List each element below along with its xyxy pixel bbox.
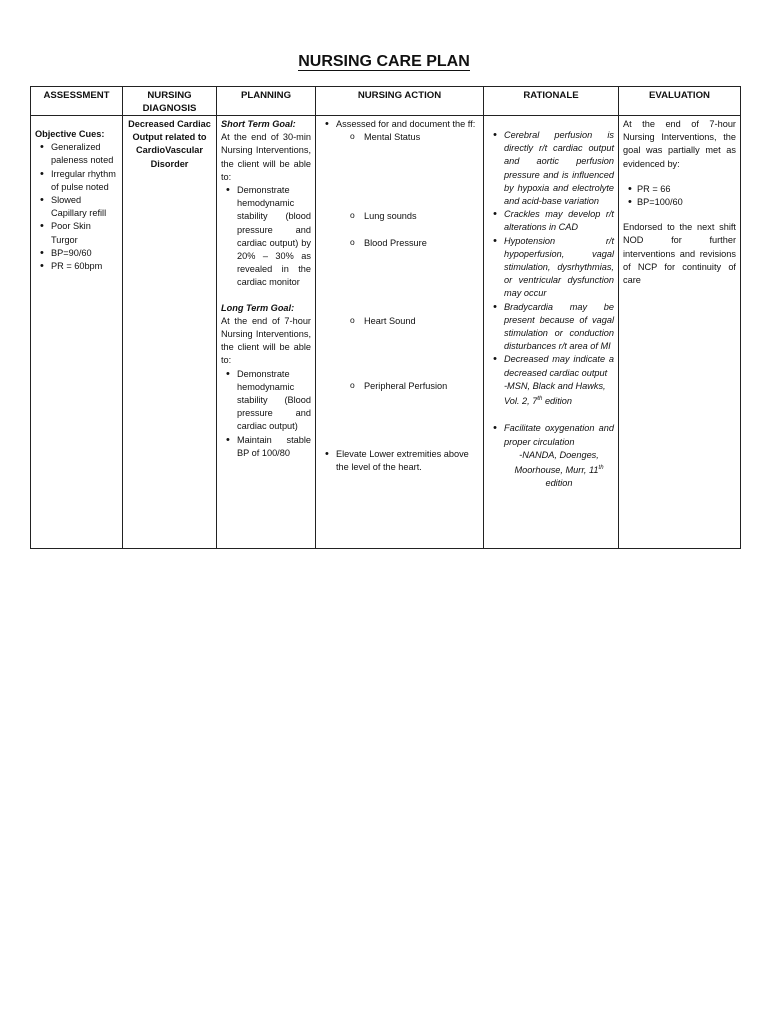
list-item: • Irregular rhythm of pulse noted bbox=[35, 168, 118, 194]
long-term-goal-text: At the end of 7-hour Nursing Interventions, the client will be able to: bbox=[221, 315, 311, 366]
cues-list bbox=[35, 141, 118, 273]
list-item: • Decreased may indicate a decreased cardiac output -MSN, Black and Hawks, Vol. 2, 7th edition bbox=[488, 353, 614, 408]
list-item: • Maintain stable BP of 100/80 bbox=[221, 434, 311, 460]
list-item: • Slowed Capillary refill bbox=[35, 194, 118, 220]
short-term-goal-text: At the end of 30-min Nursing Interventions, the client will be able to: bbox=[221, 132, 311, 182]
endorse-text: Endorsed to the next shift NOD for further interventions and revisions of NCP for continuity of care bbox=[623, 222, 736, 286]
list-item: • Poor Skin Turgor bbox=[35, 220, 118, 246]
header-rationale: RATIONALE bbox=[484, 87, 619, 116]
list-item: • BP=100/60 bbox=[623, 196, 736, 209]
list-item: • Assessed for and document the ff: bbox=[320, 118, 479, 131]
long-goals-list bbox=[221, 368, 311, 460]
reference-2: -NANDA, Doenges, Moorhouse, Murr, 11th edition bbox=[514, 449, 604, 489]
short-goals-list bbox=[221, 184, 311, 290]
actions-list bbox=[320, 118, 479, 131]
rationale-list bbox=[488, 129, 614, 490]
planning-cell bbox=[217, 116, 316, 549]
header-diagnosis: NURSING DIAGNOSIS bbox=[123, 87, 217, 116]
header-action: NURSING ACTION bbox=[316, 87, 484, 116]
elevate-list bbox=[320, 448, 479, 474]
header-row bbox=[31, 87, 741, 116]
action-cell bbox=[316, 116, 484, 549]
long-term-goal-label: Long Term Goal: bbox=[221, 302, 295, 313]
list-item: o Peripheral Perfusion bbox=[320, 380, 479, 393]
evaluation-list bbox=[623, 183, 736, 209]
list-item: • Demonstrate hemodynamic stability (Blood pressure and cardiac output) bbox=[221, 368, 311, 434]
diagnosis-cell: Decreased Cardiac Output related to CardioVascular Disorder bbox=[123, 116, 217, 549]
care-plan-table bbox=[30, 86, 741, 549]
content-row bbox=[31, 116, 741, 549]
list-item: • Bradycardia may be present because of vagal stimulation or conduction disturbances r/t area of MI bbox=[488, 301, 614, 354]
list-item: • Demonstrate hemodynamic stability (blood pressure and cardiac output) by 20% – 30% as revealed in the cardiac monitor bbox=[221, 184, 311, 290]
list-item: o Lung sounds bbox=[320, 210, 479, 223]
evaluation-cell bbox=[619, 116, 741, 549]
list-item: • Generalized paleness noted bbox=[35, 141, 118, 167]
assessment-cell bbox=[31, 116, 123, 549]
list-item: • Hypotension r/t hypoperfusion, vagal stimulation, dysrhythmias, or ventricular dysfunction may occur bbox=[488, 235, 614, 301]
list-item: • Elevate Lower extremities above the level of the heart. bbox=[320, 448, 479, 474]
rationale-cell bbox=[484, 116, 619, 549]
header-assessment: ASSESSMENT bbox=[31, 87, 123, 116]
list-item: • BP=90/60 bbox=[35, 247, 118, 260]
list-item: • Facilitate oxygenation and proper circulation -NANDA, Doenges, Moorhouse, Murr, 11th edition bbox=[488, 422, 614, 490]
list-item: o Heart Sound bbox=[320, 315, 479, 328]
header-evaluation: EVALUATION bbox=[619, 87, 741, 116]
page-title: NURSING CARE PLAN bbox=[298, 53, 470, 70]
list-item: • Cerebral perfusion is directly r/t cardiac output and aortic perfusion pressure and is influenced by hypoxia and electrolyte and acid-base variation bbox=[488, 129, 614, 208]
list-item: o Blood Pressure bbox=[320, 237, 479, 250]
evaluation-text: At the end of 7-hour Nursing Interventions, the goal was partially met as evidenced by: bbox=[623, 119, 736, 169]
list-item: • Crackles may develop r/t alterations in CAD bbox=[488, 208, 614, 234]
short-term-goal-label: Short Term Goal: bbox=[221, 119, 296, 129]
list-item: o Mental Status bbox=[320, 131, 479, 144]
reference-1: -MSN, Black and Hawks, Vol. 2, 7th edition bbox=[504, 380, 606, 407]
header-planning: PLANNING bbox=[217, 87, 316, 116]
assess-items-list bbox=[320, 131, 479, 393]
objective-cues-label: Objective Cues: bbox=[35, 129, 105, 139]
list-item: • PR = 66 bbox=[623, 183, 736, 196]
list-item: • PR = 60bpm bbox=[35, 260, 118, 273]
